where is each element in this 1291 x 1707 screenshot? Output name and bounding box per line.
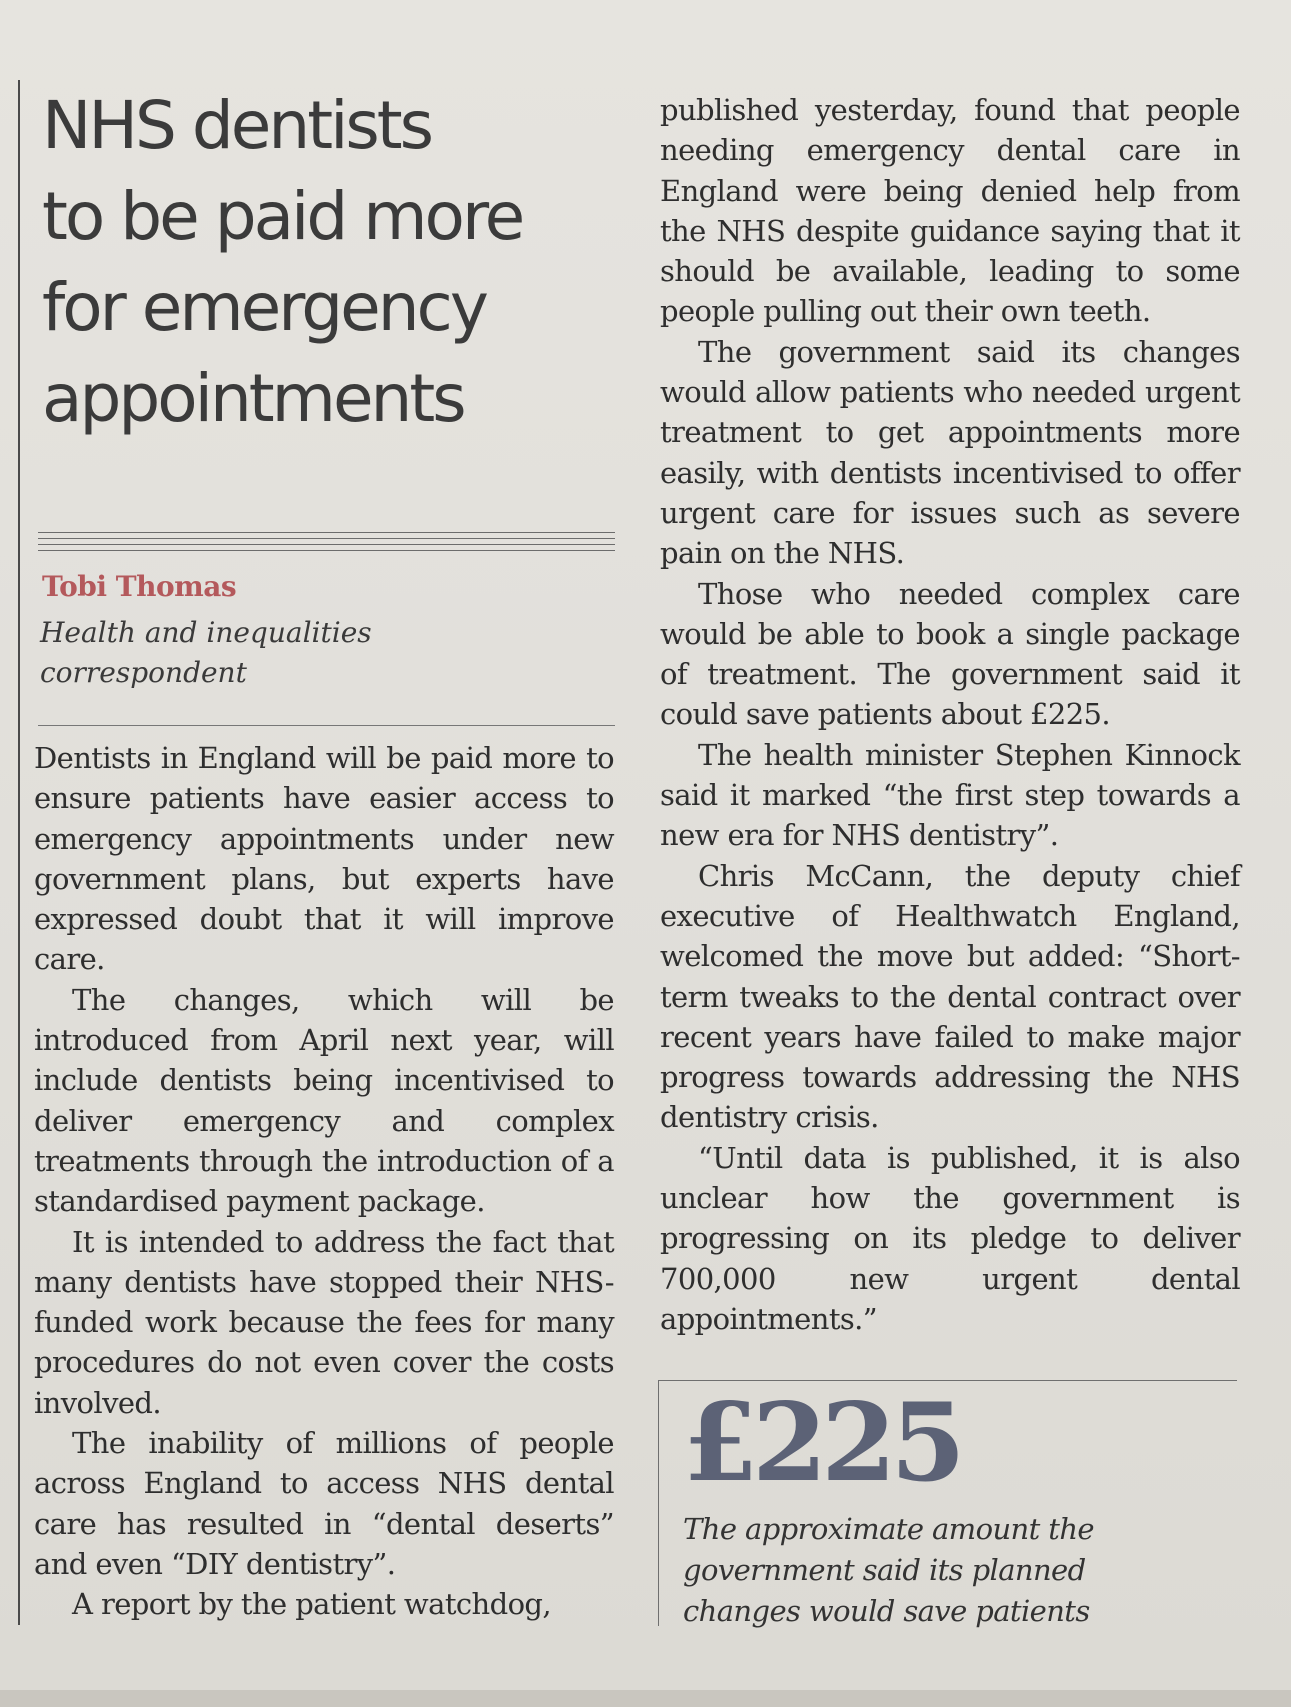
headline-line: for emergency xyxy=(42,269,486,346)
author-name: Tobi Thomas xyxy=(42,570,237,603)
author-role xyxy=(40,613,600,693)
stat-number: £225 xyxy=(683,1380,960,1506)
headline-line: NHS dentists xyxy=(42,87,432,164)
stat-caption xyxy=(683,1509,1223,1632)
article-column-left xyxy=(34,738,614,1625)
article-paragraph: The health minister Stephen Kinnock said it marked “the first step towards a new era for NHS dentistry”. xyxy=(660,737,1240,853)
article-paragraph: The government said its changes would allow patients who needed urgent treatment to get appointments more easily, with dentists incentivised to offer urgent care for issues such as severe pain on the NHS. xyxy=(660,334,1240,571)
article-paragraph: The changes, which will be introduced from April next year, will include dentists being incentivised to deliver emergency and complex treatments through the introduction of a standardised payment package. xyxy=(34,982,614,1219)
column-rule xyxy=(18,80,20,1625)
author-role-line: correspondent xyxy=(40,656,247,689)
article-paragraph: Chris McCann, the deputy chief executive of Healthwatch England, welcomed the move but added: “Short-term tweaks to the dental contract over recent years have failed to make major progress towards addressing the NHS dentistry crisis. xyxy=(660,858,1240,1135)
article-column-right xyxy=(660,90,1240,1339)
stat-callout xyxy=(658,1380,1237,1626)
byline-bottom-rule xyxy=(38,725,615,726)
stat-caption-line: government said its planned xyxy=(683,1553,1086,1587)
headline xyxy=(42,80,622,444)
article-paragraph: It is intended to address the fact that many dentists have stopped their NHS-funded work because the fees for many procedures do not even cover the costs involved. xyxy=(34,1224,614,1420)
article-paragraph: Dentists in England will be paid more to ensure patients have easier access to emergency appointments under new government plans, but experts have expressed doubt that it will improve care. xyxy=(34,741,614,977)
byline-divider xyxy=(38,532,615,556)
stat-caption-line: changes would save patients xyxy=(683,1594,1090,1628)
article-paragraph: Those who needed complex care would be able to book a single package of treatment. The government said it could save patients about £225. xyxy=(660,576,1240,732)
headline-line: to be paid more xyxy=(42,178,523,255)
page-edge xyxy=(0,1690,1291,1707)
article-paragraph: A report by the patient watchdog, xyxy=(72,1587,552,1622)
stat-caption-line: The approximate amount the xyxy=(683,1512,1094,1546)
article-paragraph: The inability of millions of people across England to access NHS dental care has resulted in “dental deserts” and even “DIY dentistry”. xyxy=(34,1426,614,1581)
article-paragraph: “Until data is published, it is also unclear how the government is progressing on its pledge to deliver 700,000 new urgent dental appointments.” xyxy=(660,1140,1240,1336)
headline-line: appointments xyxy=(42,360,464,437)
author-role-line: Health and inequalities xyxy=(40,616,372,649)
article-paragraph: published yesterday, found that people needing emergency dental care in England were being denied help from the NHS despite guidance saying that it should be available, leading to some people pulling out their own teeth. xyxy=(660,93,1240,329)
